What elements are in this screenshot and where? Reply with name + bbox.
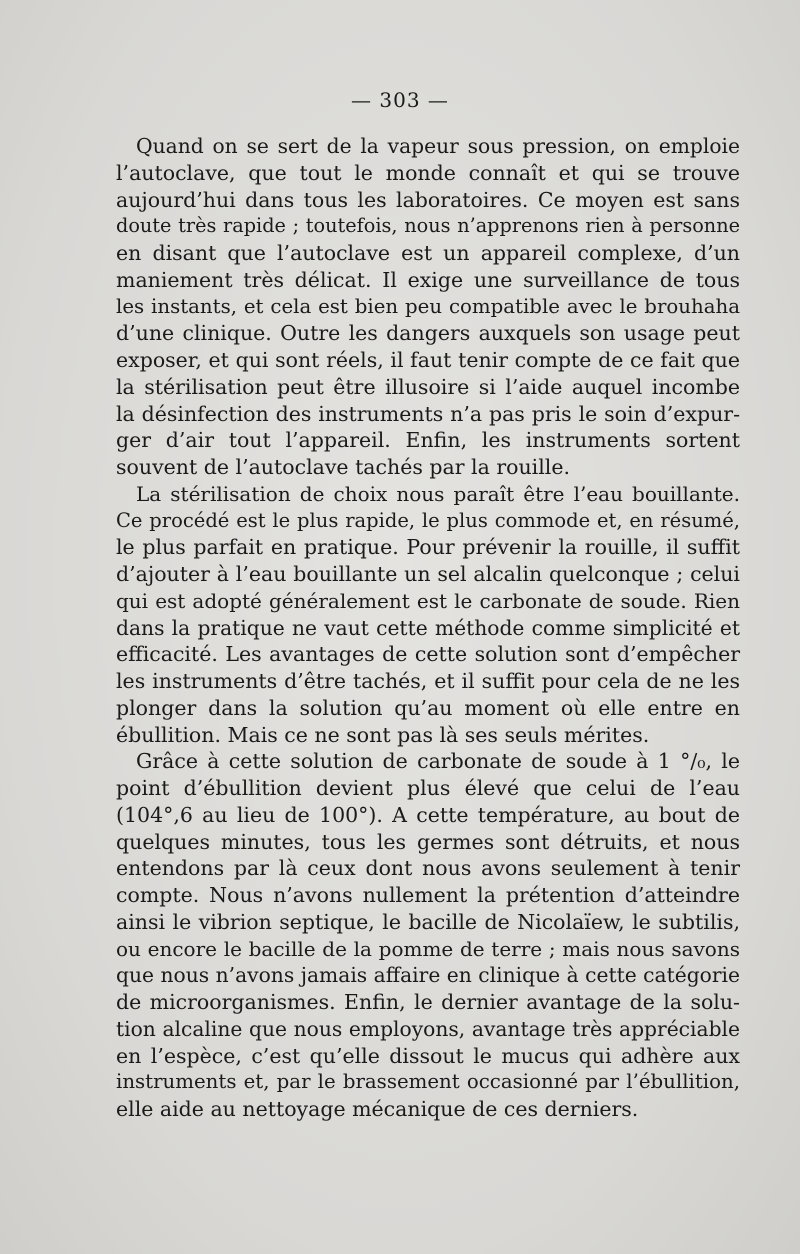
text-line: d’ajouter à l’eau bouillante un sel alcalin quelconque ; celui [116, 562, 740, 586]
text-line: Grâce à cette solution de carbonate de soude à 1 °/₀, le [136, 749, 740, 774]
text-line: entendons par là ceux dont nous avons seulement à tenir [116, 856, 740, 881]
text-line: de microorganismes. Enfin, le dernier avantage de la solu- [116, 990, 740, 1014]
text-line: les instants, et cela est bien peu compatible avec le brouhaha [116, 294, 740, 318]
text-line: que nous n’avons jamais affaire en clinique à cette catégorie [116, 963, 740, 988]
text-line: exposer, et qui sont réels, il faut tenir compte de ce fait que [116, 348, 740, 372]
text-line: efficacité. Les avantages de cette solution sont d’empêcher [116, 642, 740, 667]
text-line: en l’espèce, c’est qu’elle dissout le mucus qui adhère aux [116, 1043, 740, 1068]
text-line: la stérilisation peut être illusoire si l’aide auquel incombe [116, 374, 740, 399]
text-line: instruments et, par le brassement occasionné par l’ébullition, [116, 1070, 740, 1094]
text-line: Ce procédé est le plus rapide, le plus commode et, en résumé, [116, 508, 740, 532]
text-line: ainsi le vibrion septique, le bacille de Nicolaïew, le subtilis, [116, 909, 740, 934]
text-line: elle aide au nettoyage mécanique de ces derniers. [116, 1097, 639, 1121]
text-line: le plus parfait en pratique. Pour prévenir la rouille, il suffit [116, 535, 740, 560]
text-line: quelques minutes, tous les germes sont détruits, et nous [116, 829, 740, 854]
text-line: les instruments d’être tachés, et il suffit pour cela de ne les [116, 669, 740, 693]
text-line: l’autoclave, que tout le monde connaît et qui se trouve [116, 160, 740, 185]
page-number: — 303 — [351, 88, 449, 112]
body-text [116, 133, 740, 1123]
text-line: plonger dans la solution qu’au moment où elle entre en [116, 695, 740, 720]
text-line: en disant que l’autoclave est un appareil complexe, d’un [116, 241, 740, 265]
text-line: dans la pratique ne vaut cette méthode comme simplicité et [116, 615, 740, 640]
text-line: Quand on se sert de la vapeur sous pression, on emploie [136, 134, 740, 158]
text-line: souvent de l’autoclave tachés par la rouille. [116, 455, 571, 479]
text-line: point d’ébullition devient plus élevé que celui de l’eau [116, 776, 740, 800]
text-line: La stérilisation de choix nous paraît être l’eau bouillante. [136, 481, 740, 506]
text-line: ger d’air tout l’appareil. Enfin, les instruments sortent [116, 428, 740, 453]
text-line: tion alcaline que nous employons, avantage très appréciable [116, 1016, 740, 1041]
text-line: (104°,6 au lieu de 100°). A cette température, au bout de [116, 802, 740, 827]
text-line: ébullition. Mais ce ne sont pas là ses seuls mérites. [116, 722, 650, 747]
text-line: aujourd’hui dans tous les laboratoires. Ce moyen est sans [116, 187, 740, 212]
text-line: d’une clinique. Outre les dangers auxquels son usage peut [116, 321, 740, 346]
text-line: maniement très délicat. Il exige une surveillance de tous [116, 267, 740, 292]
text-line: compte. Nous n’avons nullement la prétention d’atteindre [116, 883, 740, 907]
text-line: qui est adopté généralement est le carbonate de soude. Rien [116, 588, 740, 613]
text-line: la désinfection des instruments n’a pas pris le soin d’expur- [116, 401, 740, 426]
text-line: ou encore le bacille de la pomme de terre ; mais nous savons [116, 936, 740, 961]
text-line: doute très rapide ; toutefois, nous n’apprenons rien à personne [116, 214, 740, 238]
